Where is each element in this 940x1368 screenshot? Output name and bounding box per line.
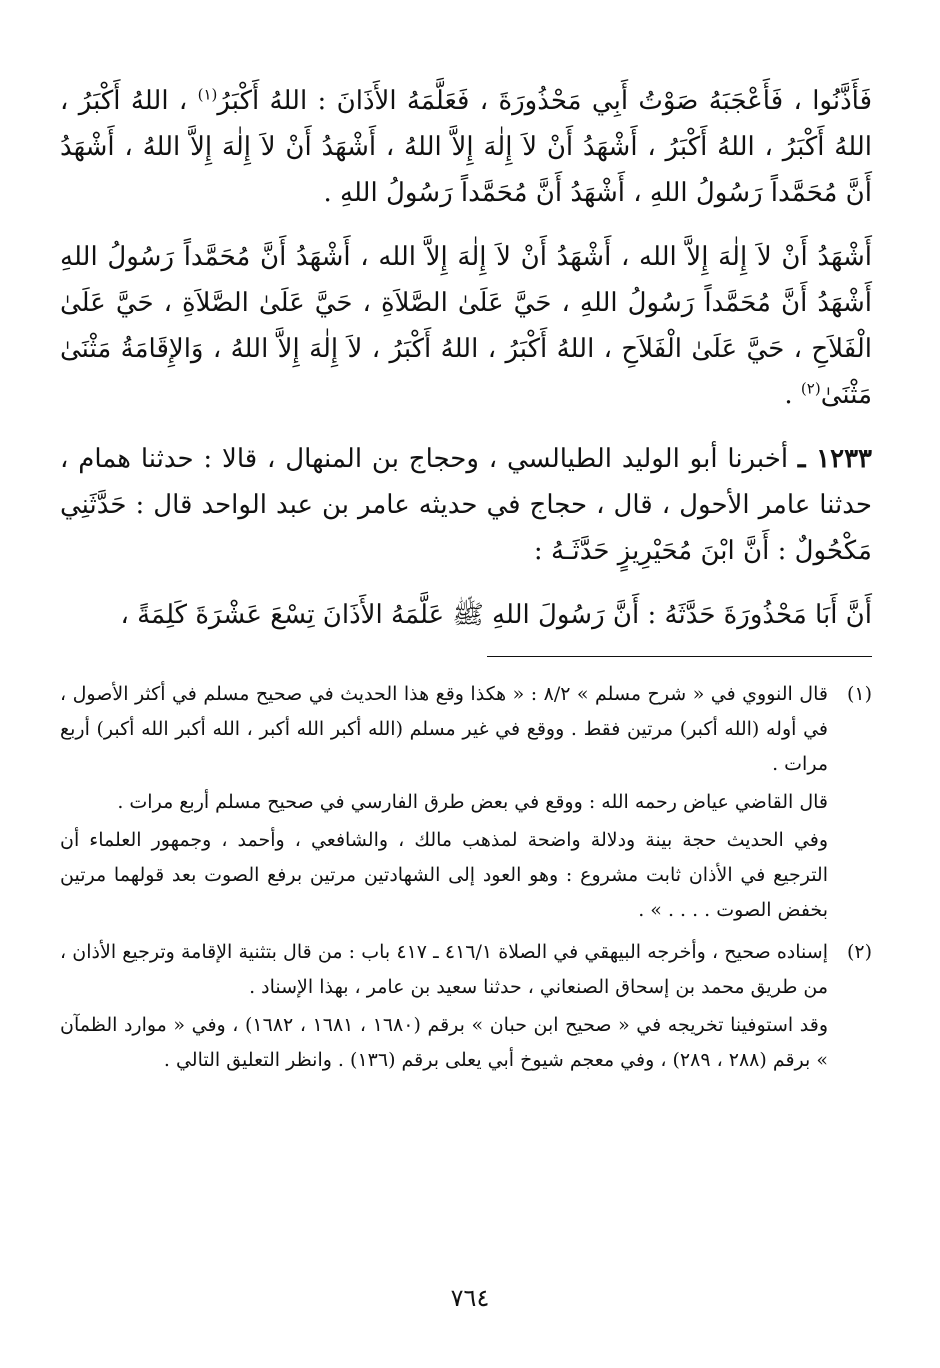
main-text [60,78,872,638]
paragraph-2-end: . [784,380,793,410]
paragraph-hadith [60,436,872,574]
hadith-number: ١٢٣٣ ـ [797,444,873,474]
footnote-paragraph: قال النووي في « شرح مسلم » ٨/٢ : « هكذا وقع هذا الحديث في صحيح مسلم في أكثر الأصول ، في أوله (الله أكبر) مرتين فقط . ووقع في غير مسلم (الله أكبر الله أكبر ، الله أكبر الله أكبر) أربع مرات . [60,683,828,775]
footnote-paragraph: إسناده صحيح ، وأخرجه البيهقي في الصلاة ٤١٦/١ ـ ٤١٧ باب : من قال بتثنية الإقامة وترجيع الأذان ، من طريق محمد بن إسحاق الصنعاني ، حدثنا سعيد بن عامر ، بهذا الإسناد . [60,941,828,998]
footnote-body [60,677,828,931]
footnote-paragraph: وقد استوفينا تخريجه في « صحيح ابن حبان » برقم (١٦٨٠ ، ١٦٨١ ، ١٦٨٢) ، وفي « موارد الظمآن » برقم (٢٨٨ ، ٢٨٩) ، وفي معجم شيوخ أبي يعلى برقم (١٣٦) . وانظر التعليق التالي . [60,1014,829,1071]
footnote-body [60,935,828,1081]
paragraph-4-text: أَنَّ أَبَا مَحْذُورَةَ حَدَّثَهُ : أَنَّ رَسُولَ اللهِ ﷺ عَلَّمَهُ الأَذَانَ تِسْعَ عَشْرَةَ كَلِمَةً ، [120,600,872,630]
footnote-divider [487,656,872,657]
footnote-ref-1[interactable]: (١) [197,85,218,104]
paragraph-4 [60,592,872,638]
paragraph-1 [60,78,872,216]
paragraph-2-text: أَشْهَدُ أَنْ لاَ إِلٰهَ إِلاَّ الله ، أَشْهَدُ أَنْ لاَ إِلٰهَ إِلاَّ الله ، أَشْهَدُ أَنَّ مُحَمَّداً رَسُولُ اللهِ أَشْهَدُ أَنَّ مُحَمَّداً رَسُولُ اللهِ ، حَيَّ عَلَىٰ الصَّلاَةِ ، حَيَّ عَلَىٰ الصَّلاَةِ ، حَيَّ عَلَىٰ الْفَلاَحِ ، حَيَّ عَلَىٰ الْفَلاَحِ ، اللهُ أَكْبَرُ ، اللهُ أَكْبَرُ ، لاَ إِلٰهَ إِلاَّ اللهُ ، وَالإِقَامَةُ مَثْنَىٰ مَثْنَىٰ [60,242,873,410]
footnotes [60,677,872,1081]
hadith-text: أخبرنا أبو الوليد الطيالسي ، وحجاج بن المنهال ، قالا : حدثنا همام ، حدثنا عامر الأحول ، قال ، حجاج في حديثه عامر بن عبد الواحد قال : حَدَّثَنِي مَكْحُولٌ : أَنَّ ابْنَ مُحَيْرِيزٍ حَدَّثَـهُ : [60,444,872,566]
footnote-1 [60,677,872,931]
page-body [60,78,872,1085]
paragraph-1-text-b: ، اللهُ أَكْبَرُ ، اللهُ أَكْبَرُ ، اللهُ أَكْبَرُ ، أَشْهَدُ أَنْ لاَ إِلٰهَ إِلاَّ اللهُ ، أَشْهَدُ أَنْ لاَ إِلٰهَ إِلاَّ اللهُ ، أَشْهَدُ أَنَّ مُحَمَّداً رَسُولُ اللهِ ، أَشْهَدُ أَنَّ مُحَمَّداً رَسُولُ اللهِ . [60,86,872,208]
footnote-ref-2[interactable]: (٢) [800,379,821,398]
paragraph-1-text-a: فَأَذَّنُوا ، فَأَعْجَبَهُ صَوْتُ أَبِي مَحْذُورَةَ ، فَعَلَّمَهُ الأَذَانَ : اللهُ أَكْبَرُ [217,86,873,116]
page-number: ٧٦٤ [450,1284,490,1312]
footnote-paragraph: وفي الحديث حجة بينة ودلالة واضحة لمذهب مالك ، والشافعي ، وأحمد ، وجمهور العلماء أن الترجيع في الأذان ثابت مشروع : وهو العود إلى الشهادتين مرتين برفع الصوت بعد قولهما مرتين بخفض الصوت . . . . » . [60,829,828,921]
footnote-2 [60,935,872,1081]
footnote-number: (١) [846,683,872,705]
footnote-number: (٢) [846,941,872,963]
footnote-paragraph: قال القاضي عياض رحمه الله : ووقع في بعض طرق الفارسي في صحيح مسلم أربع مرات . [117,791,828,813]
paragraph-2 [60,234,872,418]
